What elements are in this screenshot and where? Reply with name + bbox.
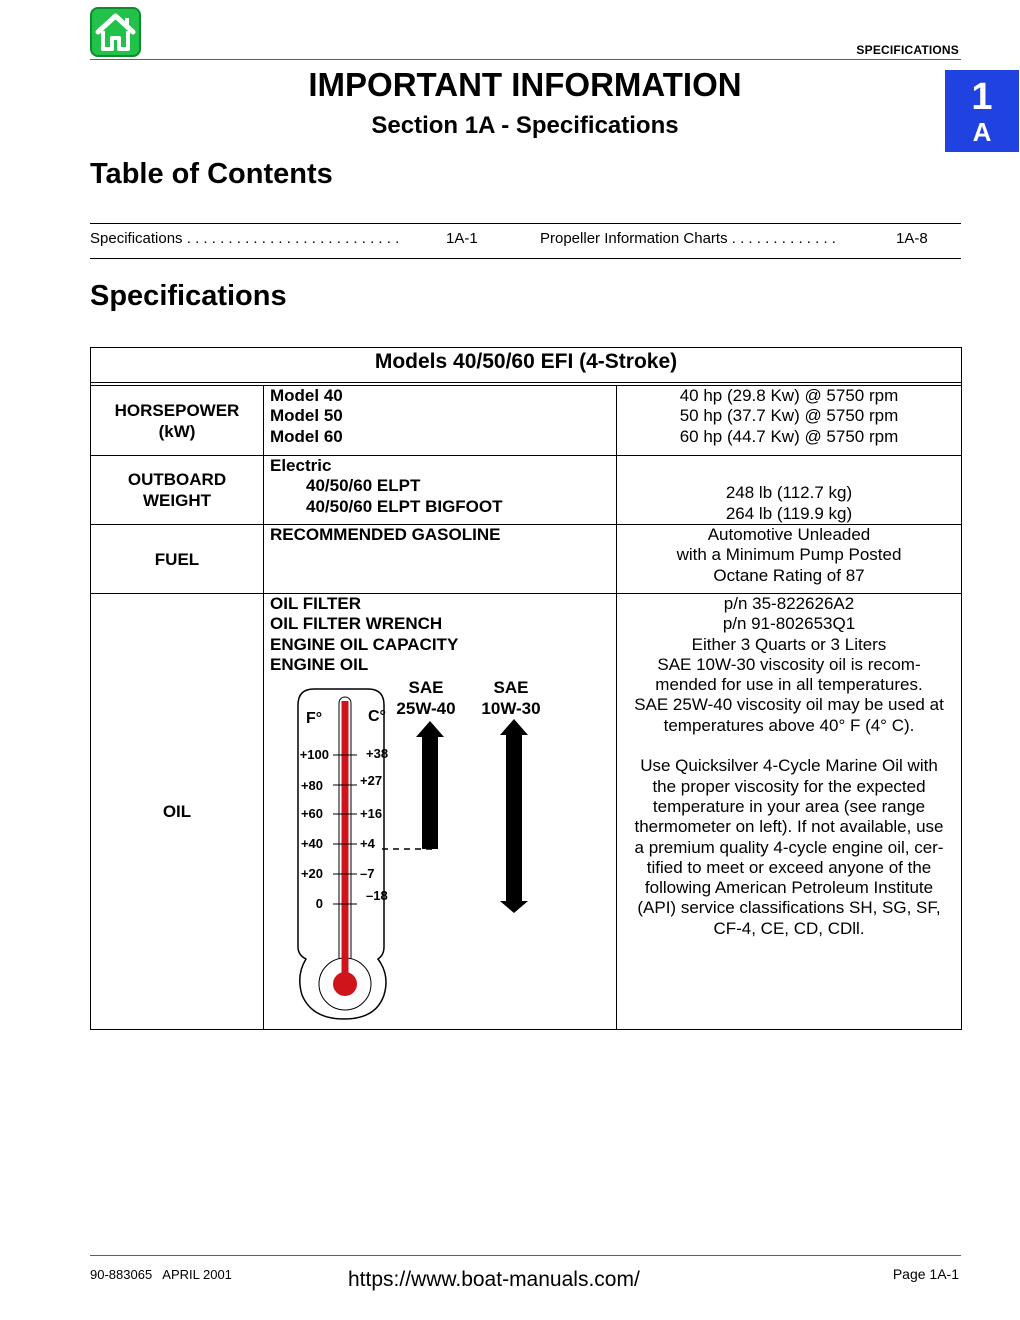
toc-entry-label: Specifications (90, 230, 183, 247)
section-subtitle: Section 1A - Specifications (371, 112, 679, 139)
toc-entry-page[interactable]: 1A-8 (896, 230, 928, 247)
table-row (91, 456, 962, 525)
fahrenheit-label: F° (306, 710, 323, 728)
section-tab[interactable] (945, 70, 1019, 152)
spec-table-title: Models 40/50/60 EFI (4-Stroke) (91, 348, 962, 383)
values-horsepower: 40 hp (29.8 Kw) @ 5750 rpm 50 hp (37.7 Kw) @ 5750 rpm 60 hp (44.7 Kw) @ 5750 rpm (617, 386, 962, 456)
c-tick-label: +38 (366, 746, 389, 762)
arrow-25w40-label-top: SAE (408, 679, 444, 698)
arrow-10w30-label: 10W-30 (481, 699, 541, 719)
f-tick-label: 0 (315, 896, 323, 912)
page-title: IMPORTANT INFORMATION (308, 66, 742, 103)
header-divider (90, 59, 961, 60)
toc-bottom-rule (90, 258, 961, 259)
items-horsepower: Model 40 Model 50 Model 60 (264, 386, 617, 456)
c-tick-label: –18 (366, 888, 388, 904)
table-row (91, 386, 962, 456)
values-weight: 248 lb (112.7 kg) 264 lb (119.9 kg) (617, 456, 962, 525)
home-button[interactable] (90, 7, 141, 57)
home-icon (92, 9, 139, 55)
f-tick-label: +40 (300, 836, 323, 852)
toc-entry-label: Propeller Information Charts (540, 230, 728, 247)
toc-entry-specifications[interactable] (90, 230, 399, 247)
c-tick-label: +16 (360, 806, 383, 822)
mercury-bulb (333, 972, 357, 996)
mercury-column (342, 701, 349, 981)
values-fuel: Automotive Unleaded with a Minimum Pump Posted Octane Rating of 87 (617, 525, 962, 594)
toc-entry-page[interactable]: 1A-1 (446, 230, 478, 247)
category-horsepower: HORSEPOWER (kW) (91, 386, 264, 456)
footer-page-number: Page 1A-1 (892, 1266, 959, 1282)
category-fuel: FUEL (91, 525, 264, 594)
celsius-label: C° (368, 708, 386, 726)
oil-viscosity-thermometer (278, 679, 578, 1029)
category-weight: OUTBOARD WEIGHT (91, 456, 264, 525)
footer-divider (90, 1255, 961, 1256)
toc-entry-leader: . . . . . . . . . . . . . (727, 230, 836, 247)
footer-url-link[interactable]: https://www.boat-manuals.com/ (348, 1268, 640, 1291)
items-weight: Electric 40/50/60 ELPT 40/50/60 ELPT BIGFOOT (264, 456, 617, 525)
c-tick-label: –7 (360, 866, 375, 882)
table-row (91, 594, 962, 1030)
footer-doc-id: 90-883065 APRIL 2001 (90, 1267, 232, 1282)
values-oil: p/n 35-822626A2 p/n 91-802653Q1 Either 3 Quarts or 3 Liters SAE 10W-30 viscosity oil is recom- mended for use in all temperatures. SAE 25W-40 viscosity oil may be used at temperatures above 40° F (4° C). Use Quicksilver 4-Cycle Marine Oil with the proper viscosity for the expected temperature in your area (see range thermometer on left). If not available, use a premium quality 4-cycle engine oil, cer- tified to meet or exceed anyone of the following American Petroleum Institute (API) service classifications SH, SG, SF, CF-4, CE, CD, CDll. (617, 594, 962, 1030)
arrow-10w30 (500, 719, 528, 913)
toc-entry-leader: . . . . . . . . . . . . . . . . . . . . . . . . . . (182, 230, 400, 247)
c-tick-label: +27 (360, 773, 383, 789)
section-label: SPECIFICATIONS (856, 43, 959, 57)
toc-top-rule (90, 223, 961, 224)
arrow-25w40-label: 25W-40 (396, 699, 456, 719)
specifications-heading: Specifications (90, 280, 287, 312)
toc-entry-propeller[interactable] (540, 230, 836, 247)
arrow-25w40 (416, 721, 444, 849)
category-oil: OIL (91, 594, 264, 1030)
section-tab-letter: A (972, 117, 992, 147)
f-tick-label: +80 (300, 778, 323, 794)
c-tick-label: +4 (360, 836, 375, 852)
f-tick-label: +100 (299, 747, 329, 763)
section-tab-number: 1 (971, 76, 993, 118)
items-fuel: RECOMMENDED GASOLINE (264, 525, 617, 594)
items-oil: OIL FILTER OIL FILTER WRENCH ENGINE OIL CAPACITY ENGINE OIL F° C° +100 +80 +60 +40 +20 0 +38 +27 +16 +4 –7 –18 SAE 25W-40 SAE 10W-30 (264, 594, 617, 1030)
arrow-10w30-label-top: SAE (493, 679, 529, 698)
toc-heading: Table of Contents (90, 158, 333, 190)
f-tick-label: +20 (300, 866, 323, 882)
spec-table (90, 347, 962, 1030)
f-tick-label: +60 (300, 806, 323, 822)
table-row (91, 525, 962, 594)
